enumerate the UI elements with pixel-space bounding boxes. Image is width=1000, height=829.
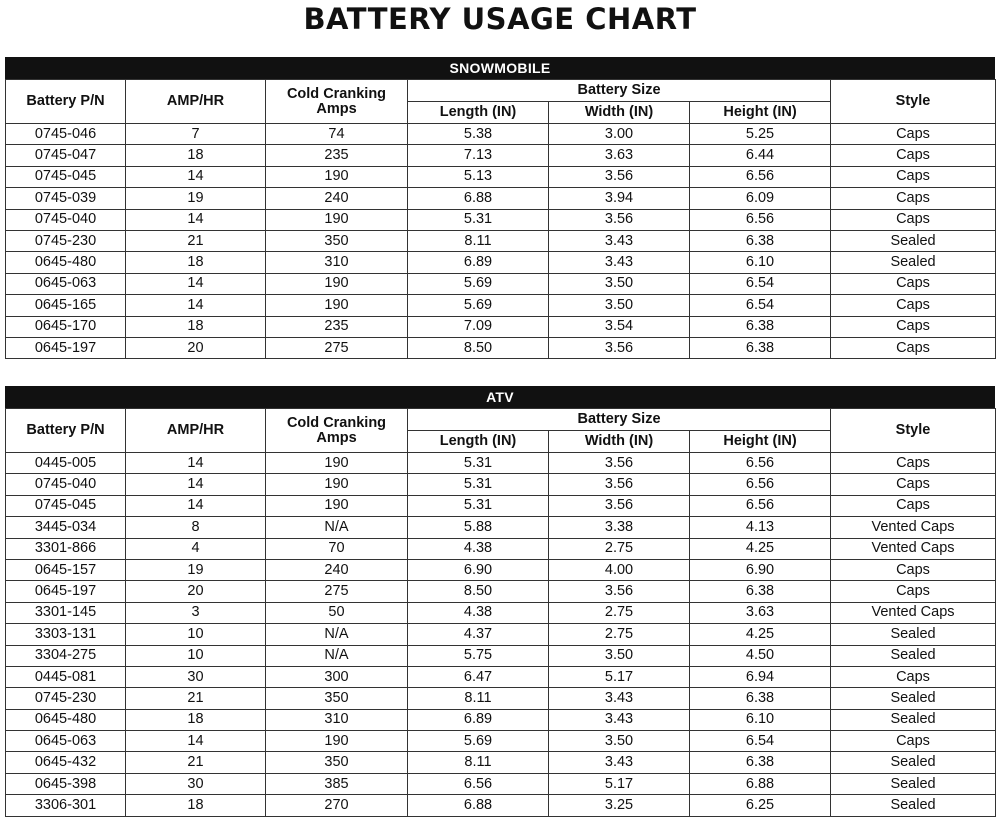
cell-height: 6.09: [690, 188, 831, 209]
cell-part-number: 0645-170: [6, 316, 126, 337]
table-row: [6, 337, 996, 358]
cell-style: Caps: [831, 581, 996, 602]
table-row: [6, 273, 996, 294]
section-header: ATV: [5, 386, 995, 408]
cell-length: 5.38: [408, 124, 549, 145]
cell-style: Caps: [831, 453, 996, 474]
cell-style: Caps: [831, 209, 996, 230]
cell-height: 6.56: [690, 474, 831, 495]
cell-height: 6.56: [690, 209, 831, 230]
cell-cold-cranking-amps: N/A: [266, 624, 408, 645]
cell-height: 6.38: [690, 752, 831, 773]
cell-part-number: 0745-230: [6, 688, 126, 709]
col-header-amp-hr: AMP/HR: [126, 80, 266, 124]
cell-amp-hr: 20: [126, 337, 266, 358]
table-row: [6, 581, 996, 602]
cell-width: 2.75: [549, 538, 690, 559]
cell-style: Sealed: [831, 645, 996, 666]
cell-cold-cranking-amps: 190: [266, 474, 408, 495]
cell-height: 6.38: [690, 230, 831, 251]
cell-cold-cranking-amps: 275: [266, 337, 408, 358]
cell-cold-cranking-amps: 275: [266, 581, 408, 602]
cell-style: Sealed: [831, 795, 996, 816]
table-row: [6, 645, 996, 666]
table-body: [6, 453, 996, 817]
col-header-cold-cranking-amps: Cold Cranking Amps: [266, 80, 408, 124]
cell-width: 3.50: [549, 731, 690, 752]
cell-amp-hr: 21: [126, 230, 266, 251]
page-title: BATTERY USAGE CHART: [303, 2, 697, 36]
cell-length: 5.31: [408, 453, 549, 474]
cell-height: 6.54: [690, 295, 831, 316]
cell-part-number: 0645-197: [6, 581, 126, 602]
table-row: [6, 124, 996, 145]
cell-width: 3.00: [549, 124, 690, 145]
table-row: [6, 752, 996, 773]
cell-amp-hr: 18: [126, 316, 266, 337]
table-row: [6, 517, 996, 538]
cell-height: 6.54: [690, 273, 831, 294]
cell-length: 8.50: [408, 337, 549, 358]
cell-style: Caps: [831, 495, 996, 516]
cell-style: Caps: [831, 474, 996, 495]
battery-table: [5, 408, 996, 817]
cell-cold-cranking-amps: 385: [266, 773, 408, 794]
cell-width: 5.17: [549, 773, 690, 794]
cell-style: Caps: [831, 273, 996, 294]
cell-part-number: 0645-063: [6, 273, 126, 294]
cell-part-number: 0645-398: [6, 773, 126, 794]
cell-height: 6.54: [690, 731, 831, 752]
cell-height: 6.38: [690, 316, 831, 337]
cell-amp-hr: 18: [126, 795, 266, 816]
cell-cold-cranking-amps: 235: [266, 316, 408, 337]
battery-table: [5, 79, 996, 359]
cell-style: Caps: [831, 295, 996, 316]
cell-part-number: 0645-480: [6, 252, 126, 273]
table-row: [6, 316, 996, 337]
cell-length: 4.38: [408, 538, 549, 559]
cell-part-number: 3445-034: [6, 517, 126, 538]
cell-part-number: 3306-301: [6, 795, 126, 816]
cell-width: 3.38: [549, 517, 690, 538]
table-row: [6, 624, 996, 645]
cell-width: 3.54: [549, 316, 690, 337]
cell-style: Caps: [831, 731, 996, 752]
cell-cold-cranking-amps: 310: [266, 709, 408, 730]
cell-cold-cranking-amps: 50: [266, 602, 408, 623]
cell-part-number: 3301-866: [6, 538, 126, 559]
cell-width: 4.00: [549, 559, 690, 580]
cell-style: Sealed: [831, 709, 996, 730]
cell-part-number: 0645-197: [6, 337, 126, 358]
table-row: [6, 709, 996, 730]
cell-style: Vented Caps: [831, 538, 996, 559]
cell-width: 3.56: [549, 453, 690, 474]
col-header-battery-size: Battery Size: [408, 409, 831, 431]
cell-part-number: 0445-081: [6, 666, 126, 687]
cell-cold-cranking-amps: 190: [266, 273, 408, 294]
cell-cold-cranking-amps: 270: [266, 795, 408, 816]
cell-height: 4.25: [690, 538, 831, 559]
cell-amp-hr: 14: [126, 474, 266, 495]
cell-width: 3.56: [549, 581, 690, 602]
cell-style: Vented Caps: [831, 517, 996, 538]
cell-part-number: 0745-045: [6, 166, 126, 187]
snowmobile-section: [5, 57, 995, 359]
col-header-part-number: Battery P/N: [6, 409, 126, 453]
cell-length: 6.88: [408, 188, 549, 209]
cell-amp-hr: 4: [126, 538, 266, 559]
col-header-width: Width (IN): [549, 431, 690, 453]
cell-style: Caps: [831, 145, 996, 166]
cell-amp-hr: 14: [126, 166, 266, 187]
cell-width: 3.50: [549, 645, 690, 666]
cell-width: 3.25: [549, 795, 690, 816]
cell-cold-cranking-amps: 300: [266, 666, 408, 687]
cell-length: 5.31: [408, 474, 549, 495]
cell-length: 8.11: [408, 752, 549, 773]
cell-amp-hr: 8: [126, 517, 266, 538]
cell-amp-hr: 19: [126, 188, 266, 209]
cell-width: 3.63: [549, 145, 690, 166]
cell-length: 5.75: [408, 645, 549, 666]
table-row: [6, 188, 996, 209]
cell-amp-hr: 14: [126, 295, 266, 316]
cell-height: 6.10: [690, 252, 831, 273]
col-header-height: Height (IN): [690, 431, 831, 453]
cell-amp-hr: 10: [126, 624, 266, 645]
table-row: [6, 666, 996, 687]
cell-part-number: 0745-040: [6, 209, 126, 230]
cell-cold-cranking-amps: 310: [266, 252, 408, 273]
table-row: [6, 145, 996, 166]
cell-width: 3.94: [549, 188, 690, 209]
cell-width: 3.50: [549, 295, 690, 316]
cell-length: 6.89: [408, 709, 549, 730]
cell-length: 7.13: [408, 145, 549, 166]
cell-width: 3.56: [549, 166, 690, 187]
section-header: SNOWMOBILE: [5, 57, 995, 79]
cell-cold-cranking-amps: 240: [266, 188, 408, 209]
cell-length: 4.38: [408, 602, 549, 623]
cell-length: 6.88: [408, 795, 549, 816]
cell-width: 3.43: [549, 688, 690, 709]
cell-amp-hr: 18: [126, 709, 266, 730]
cell-height: 3.63: [690, 602, 831, 623]
table-row: [6, 602, 996, 623]
col-header-cold-cranking-amps: Cold Cranking Amps: [266, 409, 408, 453]
cell-height: 4.13: [690, 517, 831, 538]
cell-width: 3.43: [549, 752, 690, 773]
cell-length: 8.50: [408, 581, 549, 602]
cell-cold-cranking-amps: N/A: [266, 517, 408, 538]
table-row: [6, 559, 996, 580]
table-row: [6, 453, 996, 474]
cell-height: 6.56: [690, 166, 831, 187]
cell-part-number: 0645-157: [6, 559, 126, 580]
table-row: [6, 209, 996, 230]
cell-height: 6.56: [690, 453, 831, 474]
cell-style: Caps: [831, 124, 996, 145]
cell-part-number: 0745-039: [6, 188, 126, 209]
cell-length: 5.13: [408, 166, 549, 187]
cell-amp-hr: 14: [126, 209, 266, 230]
cell-cold-cranking-amps: 350: [266, 230, 408, 251]
cell-amp-hr: 18: [126, 145, 266, 166]
cell-width: 3.56: [549, 337, 690, 358]
cell-cold-cranking-amps: 235: [266, 145, 408, 166]
cell-length: 4.37: [408, 624, 549, 645]
cell-style: Caps: [831, 559, 996, 580]
cell-amp-hr: 21: [126, 752, 266, 773]
cell-cold-cranking-amps: 350: [266, 688, 408, 709]
cell-part-number: 0645-480: [6, 709, 126, 730]
cell-style: Caps: [831, 316, 996, 337]
cell-part-number: 3303-131: [6, 624, 126, 645]
cell-width: 2.75: [549, 602, 690, 623]
cell-part-number: 0745-230: [6, 230, 126, 251]
cell-height: 6.38: [690, 581, 831, 602]
table-row: [6, 795, 996, 816]
cell-style: Caps: [831, 188, 996, 209]
cell-height: 6.44: [690, 145, 831, 166]
cell-amp-hr: 14: [126, 495, 266, 516]
cell-cold-cranking-amps: 74: [266, 124, 408, 145]
cell-amp-hr: 7: [126, 124, 266, 145]
cell-height: 6.88: [690, 773, 831, 794]
col-header-style: Style: [831, 409, 996, 453]
cell-height: 6.56: [690, 495, 831, 516]
cell-length: 7.09: [408, 316, 549, 337]
cell-length: 6.47: [408, 666, 549, 687]
col-header-length: Length (IN): [408, 431, 549, 453]
cell-width: 3.43: [549, 709, 690, 730]
cell-cold-cranking-amps: 70: [266, 538, 408, 559]
cell-width: 5.17: [549, 666, 690, 687]
cell-cold-cranking-amps: 190: [266, 295, 408, 316]
cell-amp-hr: 14: [126, 731, 266, 752]
table-row: [6, 538, 996, 559]
cell-part-number: 0745-047: [6, 145, 126, 166]
table-body: [6, 124, 996, 359]
cell-height: 6.38: [690, 688, 831, 709]
cell-length: 5.69: [408, 731, 549, 752]
cell-style: Sealed: [831, 252, 996, 273]
cell-amp-hr: 14: [126, 273, 266, 294]
cell-height: 5.25: [690, 124, 831, 145]
cell-style: Sealed: [831, 752, 996, 773]
cell-length: 6.90: [408, 559, 549, 580]
col-header-amp-hr: AMP/HR: [126, 409, 266, 453]
cell-style: Caps: [831, 166, 996, 187]
cell-height: 6.10: [690, 709, 831, 730]
atv-section: [5, 386, 995, 817]
cell-cold-cranking-amps: 190: [266, 209, 408, 230]
cell-amp-hr: 3: [126, 602, 266, 623]
cell-amp-hr: 30: [126, 773, 266, 794]
table-row: [6, 495, 996, 516]
cell-width: 2.75: [549, 624, 690, 645]
cell-style: Caps: [831, 666, 996, 687]
col-header-width: Width (IN): [549, 102, 690, 124]
cell-cold-cranking-amps: N/A: [266, 645, 408, 666]
cell-amp-hr: 14: [126, 453, 266, 474]
cell-amp-hr: 20: [126, 581, 266, 602]
cell-height: 6.90: [690, 559, 831, 580]
cell-length: 8.11: [408, 688, 549, 709]
cell-cold-cranking-amps: 190: [266, 166, 408, 187]
cell-style: Sealed: [831, 230, 996, 251]
cell-width: 3.56: [549, 209, 690, 230]
cell-cold-cranking-amps: 190: [266, 453, 408, 474]
cell-height: 6.25: [690, 795, 831, 816]
cell-length: 6.89: [408, 252, 549, 273]
cell-cold-cranking-amps: 190: [266, 731, 408, 752]
cell-width: 3.43: [549, 230, 690, 251]
cell-length: 6.56: [408, 773, 549, 794]
cell-length: 5.31: [408, 495, 549, 516]
table-row: [6, 731, 996, 752]
col-header-style: Style: [831, 80, 996, 124]
cell-part-number: 0745-045: [6, 495, 126, 516]
cell-part-number: 0745-040: [6, 474, 126, 495]
cell-cold-cranking-amps: 240: [266, 559, 408, 580]
table-row: [6, 166, 996, 187]
cell-width: 3.56: [549, 495, 690, 516]
cell-style: Sealed: [831, 688, 996, 709]
cell-part-number: 0745-046: [6, 124, 126, 145]
cell-length: 5.88: [408, 517, 549, 538]
table-row: [6, 295, 996, 316]
cell-part-number: 3304-275: [6, 645, 126, 666]
cell-length: 5.69: [408, 273, 549, 294]
cell-style: Sealed: [831, 773, 996, 794]
cell-amp-hr: 21: [126, 688, 266, 709]
cell-height: 4.50: [690, 645, 831, 666]
cell-style: Caps: [831, 337, 996, 358]
cell-cold-cranking-amps: 190: [266, 495, 408, 516]
table-row: [6, 252, 996, 273]
cell-cold-cranking-amps: 350: [266, 752, 408, 773]
cell-width: 3.43: [549, 252, 690, 273]
table-row: [6, 773, 996, 794]
cell-part-number: 0645-063: [6, 731, 126, 752]
cell-part-number: 3301-145: [6, 602, 126, 623]
cell-amp-hr: 18: [126, 252, 266, 273]
col-header-length: Length (IN): [408, 102, 549, 124]
cell-amp-hr: 19: [126, 559, 266, 580]
cell-style: Vented Caps: [831, 602, 996, 623]
cell-amp-hr: 30: [126, 666, 266, 687]
cell-length: 8.11: [408, 230, 549, 251]
cell-height: 4.25: [690, 624, 831, 645]
table-row: [6, 474, 996, 495]
col-header-battery-size: Battery Size: [408, 80, 831, 102]
cell-length: 5.31: [408, 209, 549, 230]
cell-style: Sealed: [831, 624, 996, 645]
cell-width: 3.56: [549, 474, 690, 495]
cell-length: 5.69: [408, 295, 549, 316]
cell-part-number: 0645-432: [6, 752, 126, 773]
cell-part-number: 0445-005: [6, 453, 126, 474]
cell-height: 6.94: [690, 666, 831, 687]
cell-amp-hr: 10: [126, 645, 266, 666]
cell-height: 6.38: [690, 337, 831, 358]
col-header-part-number: Battery P/N: [6, 80, 126, 124]
table-row: [6, 688, 996, 709]
table-row: [6, 230, 996, 251]
cell-width: 3.50: [549, 273, 690, 294]
cell-part-number: 0645-165: [6, 295, 126, 316]
col-header-height: Height (IN): [690, 102, 831, 124]
